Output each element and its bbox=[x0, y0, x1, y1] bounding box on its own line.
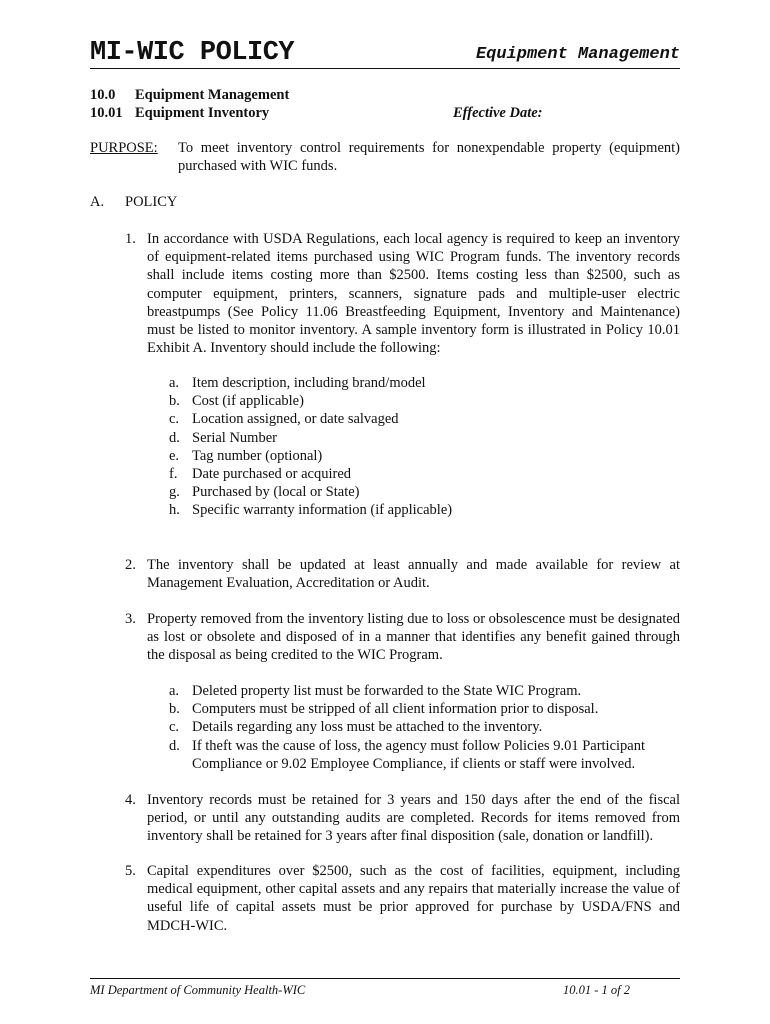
header-policy-title: MI-WIC POLICY bbox=[90, 38, 295, 68]
list-text: Computers must be stripped of all client information prior to disposal. bbox=[192, 701, 599, 718]
list-letter: b. bbox=[169, 393, 180, 410]
section-title: Equipment Inventory bbox=[135, 105, 270, 121]
list-text: Cost (if applicable) bbox=[192, 393, 304, 410]
list-item bbox=[169, 392, 680, 410]
item-number: 5. bbox=[125, 863, 136, 879]
list-text: Date purchased or acquired bbox=[192, 466, 352, 483]
list-letter: a. bbox=[169, 683, 180, 699]
item-text: The inventory shall be updated at least annually and made available for review at Management Evaluation, Accreditation or Audit. bbox=[147, 557, 680, 592]
policy-item-1 bbox=[125, 230, 680, 357]
effective-date-label: Effective Date: bbox=[453, 105, 543, 121]
footer-page-number: 10.01 - 1 of 2 bbox=[563, 983, 631, 997]
list-letter: g. bbox=[169, 484, 180, 501]
list-item bbox=[169, 718, 680, 736]
list-item bbox=[169, 737, 680, 773]
item-text: Capital expenditures over $2500, such as the cost of facilities, equipment, including medical equipment, other capital assets and any repairs that materially increase the value of useful life of capital assets must be prior approved for purchase by USDA/FNS and MDCH-WIC. bbox=[147, 863, 680, 934]
list-letter: h. bbox=[169, 502, 180, 519]
purpose-label: PURPOSE: bbox=[90, 140, 158, 156]
list-letter: d. bbox=[169, 737, 180, 754]
list-text: Details regarding any loss must be attached to the inventory. bbox=[192, 719, 543, 736]
list-letter: f. bbox=[169, 466, 178, 483]
item-text: In accordance with USDA Regulations, each local agency is required to keep an inventory of equipment-related items purchased using WIC Program funds. The inventory records shall include items costing more than $2500. Items costing less than $2500, such as computer equipment, printers, scanners, signature pads and multiple-user electric breastpumps (See Policy 11.06 Breastfeeding Equipment, Inventory and Maintenance) must be listed to monitor inventory. A sample inventory form is illustrated in Policy 10.01 Exhibit A. Inventory should include the following: bbox=[147, 231, 680, 357]
page-footer bbox=[90, 978, 680, 1001]
list-letter: c. bbox=[169, 719, 180, 736]
list-item bbox=[169, 410, 680, 428]
list-text: Purchased by (local or State) bbox=[192, 484, 360, 501]
policy-section-letter: A. bbox=[90, 194, 105, 210]
section-heading-10-01 bbox=[90, 104, 269, 122]
list-item bbox=[169, 700, 680, 718]
list-text: If theft was the cause of loss, the agency must follow Policies 9.01 Participant Compliance or 9.02 Employee Compliance, if clients or staff were involved. bbox=[192, 737, 646, 772]
list-text: Tag number (optional) bbox=[192, 447, 323, 464]
policy-item-3-sublist bbox=[169, 682, 680, 773]
list-letter: a. bbox=[169, 375, 180, 391]
list-item bbox=[169, 429, 680, 447]
list-item bbox=[169, 501, 680, 519]
list-letter: d. bbox=[169, 429, 180, 446]
policy-item-4 bbox=[125, 791, 680, 846]
section-number: 10.0 bbox=[90, 87, 116, 103]
list-letter: b. bbox=[169, 701, 180, 718]
list-text: Deleted property list must be forwarded to the State WIC Program. bbox=[192, 683, 582, 699]
policy-item-2 bbox=[125, 556, 680, 592]
purpose-text: To meet inventory control requirements for nonexpendable property (equipment) purchased with WIC funds. bbox=[178, 140, 680, 174]
list-letter: c. bbox=[169, 411, 180, 428]
section-title: Equipment Management bbox=[135, 87, 290, 103]
item-number: 1. bbox=[125, 231, 136, 247]
list-item bbox=[169, 682, 680, 700]
list-text: Item description, including brand/model bbox=[192, 375, 426, 391]
section-number: 10.01 bbox=[90, 105, 123, 121]
item-number: 2. bbox=[125, 557, 136, 573]
list-text: Specific warranty information (if applicable) bbox=[192, 502, 453, 519]
policy-item-3 bbox=[125, 610, 680, 665]
list-item bbox=[169, 374, 680, 392]
list-text: Location assigned, or date salvaged bbox=[192, 411, 399, 428]
item-number: 4. bbox=[125, 792, 136, 808]
page-header bbox=[90, 38, 680, 69]
footer-department: MI Department of Community Health-WIC bbox=[90, 983, 306, 997]
policy-item-5 bbox=[125, 862, 680, 935]
list-item bbox=[169, 483, 680, 501]
item-text: Property removed from the inventory listing due to loss or obsolescence must be designated as lost or obsolete and disposed of in a manner that identifies any benefit gained through the disposal as being credited to the WIC Program. bbox=[147, 611, 680, 664]
header-section-title: Equipment Management bbox=[475, 45, 680, 64]
policy-item-1-sublist bbox=[169, 374, 680, 520]
item-number: 3. bbox=[125, 611, 136, 627]
policy-section-heading: POLICY bbox=[125, 194, 178, 210]
list-item bbox=[169, 447, 680, 465]
list-item bbox=[169, 465, 680, 483]
list-letter: e. bbox=[169, 447, 180, 464]
section-heading-10-0 bbox=[90, 86, 289, 104]
list-text: Serial Number bbox=[192, 429, 277, 446]
item-text: Inventory records must be retained for 3 years and 150 days after the end of the fiscal period, or until any outstanding audits are completed. Records for items removed from inventory shall be retained for 3 years after final disposition (sale, donation or landfill). bbox=[147, 792, 680, 845]
